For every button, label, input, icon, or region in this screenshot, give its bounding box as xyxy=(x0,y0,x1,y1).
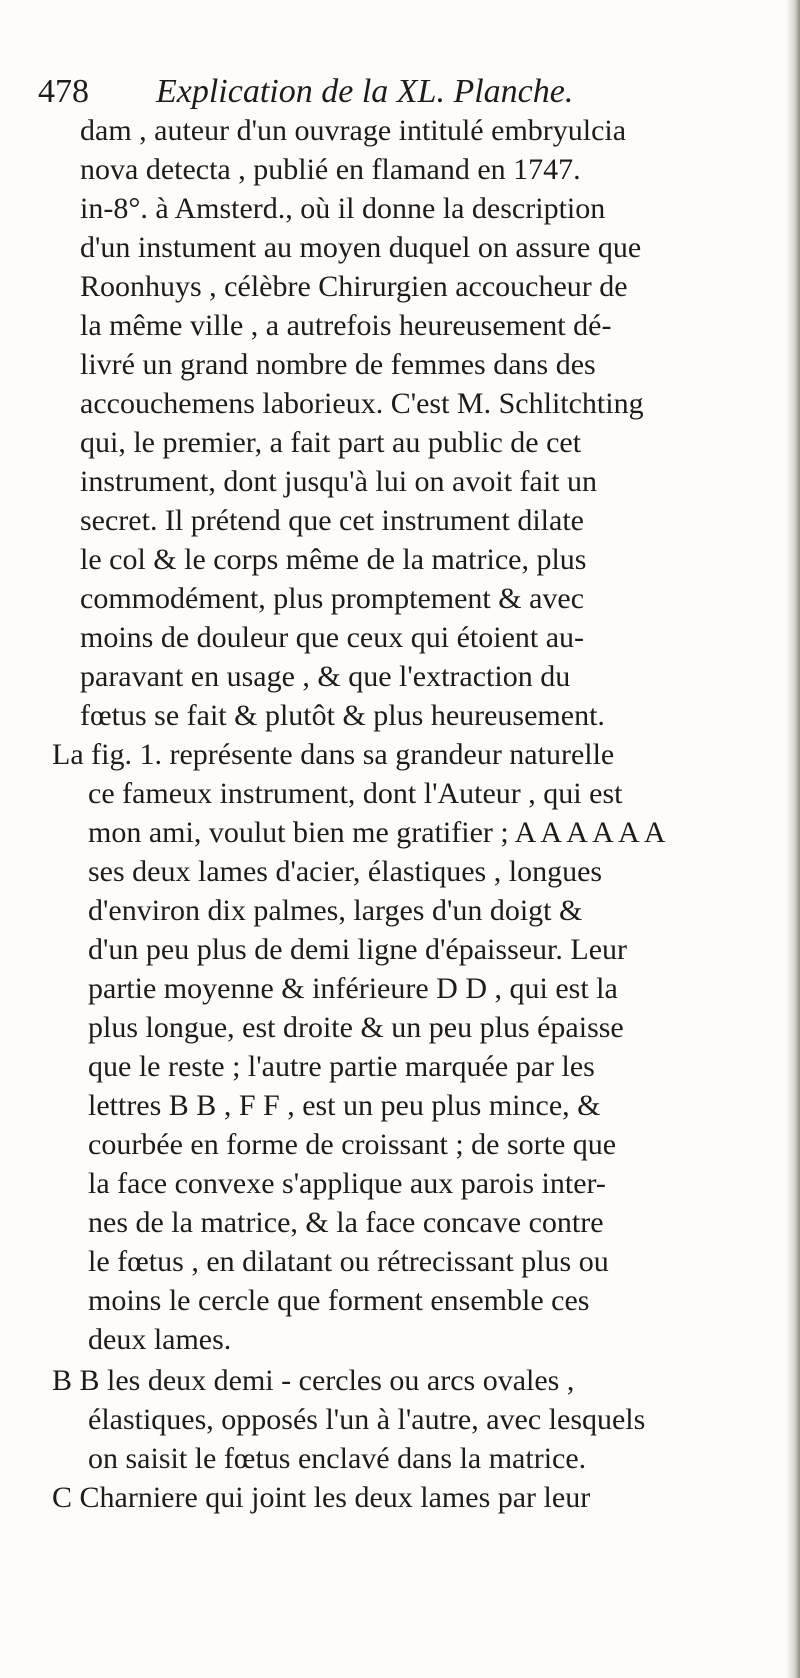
text-line: moins de douleur que ceux qui étoient au- xyxy=(80,621,585,654)
text-line: qui, le premier, a fait part au public de cet xyxy=(80,426,582,459)
text-line: nova detecta , publié en flamand en 1747. xyxy=(80,153,581,186)
text-line: courbée en forme de croissant ; de sorte que xyxy=(88,1128,617,1161)
text-line: B B les deux demi - cercles ou arcs ovales , xyxy=(52,1364,575,1397)
text-line: paravant en usage , & que l'extraction du xyxy=(80,660,571,693)
text-line: d'environ dix palmes, larges d'un doigt & xyxy=(88,894,583,927)
text-line: on saisit le fœtus enclavé dans la matrice. xyxy=(88,1442,587,1475)
text-line: accouchemens laborieux. C'est M. Schlitchting xyxy=(80,387,644,420)
text-line: secret. Il prétend que cet instrument dilate xyxy=(80,504,584,537)
text-line: le col & le corps même de la matrice, plus xyxy=(80,543,587,576)
text-line: le fœtus , en dilatant ou rétrecissant plus ou xyxy=(88,1245,609,1278)
text-line: ses deux lames d'acier, élastiques , longues xyxy=(88,855,603,888)
text-line: in-8°. à Amsterd., où il donne la description xyxy=(80,192,606,225)
text-line: instrument, dont jusqu'à lui on avoit fait un xyxy=(80,465,598,498)
text-line: dam , auteur d'un ouvrage intitulé embryulcia xyxy=(80,114,627,147)
text-line: nes de la matrice, & la face concave contre xyxy=(88,1206,604,1239)
running-title: Explication de la XL. Planche. xyxy=(156,73,574,110)
text-line: d'un peu plus de demi ligne d'épaisseur. Leur xyxy=(88,933,628,966)
text-line: lettres B B , F F , est un peu plus mince, & xyxy=(88,1089,601,1122)
text-line: Roonhuys , célèbre Chirurgien accoucheur de xyxy=(80,270,628,303)
text-line: ce fameux instrument, dont l'Auteur , qui est xyxy=(88,777,623,810)
page-number: 478 xyxy=(38,73,89,110)
text-line: fœtus se fait & plutôt & plus heureusement. xyxy=(80,699,605,732)
text-line: moins le cercle que forment ensemble ces xyxy=(88,1284,590,1317)
text-line: plus longue, est droite & un peu plus épaisse xyxy=(88,1011,624,1044)
text-line: C Charniere qui joint les deux lames par leur xyxy=(52,1481,591,1514)
text-line: la face convexe s'applique aux parois inter- xyxy=(88,1167,606,1200)
text-line: mon ami, voulut bien me gratifier ; A A A A A A xyxy=(88,816,666,849)
text-line: partie moyenne & inférieure D D , qui est la xyxy=(88,972,618,1005)
text-line: La fig. 1. représente dans sa grandeur naturelle xyxy=(52,738,615,771)
text-line: livré un grand nombre de femmes dans des xyxy=(80,348,596,381)
text-line: d'un instument au moyen duquel on assure que xyxy=(80,231,642,264)
text-line: commodément, plus promptement & avec xyxy=(80,582,585,615)
text-line: élastiques, opposés l'un à l'autre, avec lesquels xyxy=(88,1403,646,1436)
text-line: la même ville , a autrefois heureusement dé- xyxy=(80,309,612,342)
text-line: deux lames. xyxy=(88,1323,232,1356)
text-line: que le reste ; l'autre partie marquée par les xyxy=(88,1050,595,1083)
